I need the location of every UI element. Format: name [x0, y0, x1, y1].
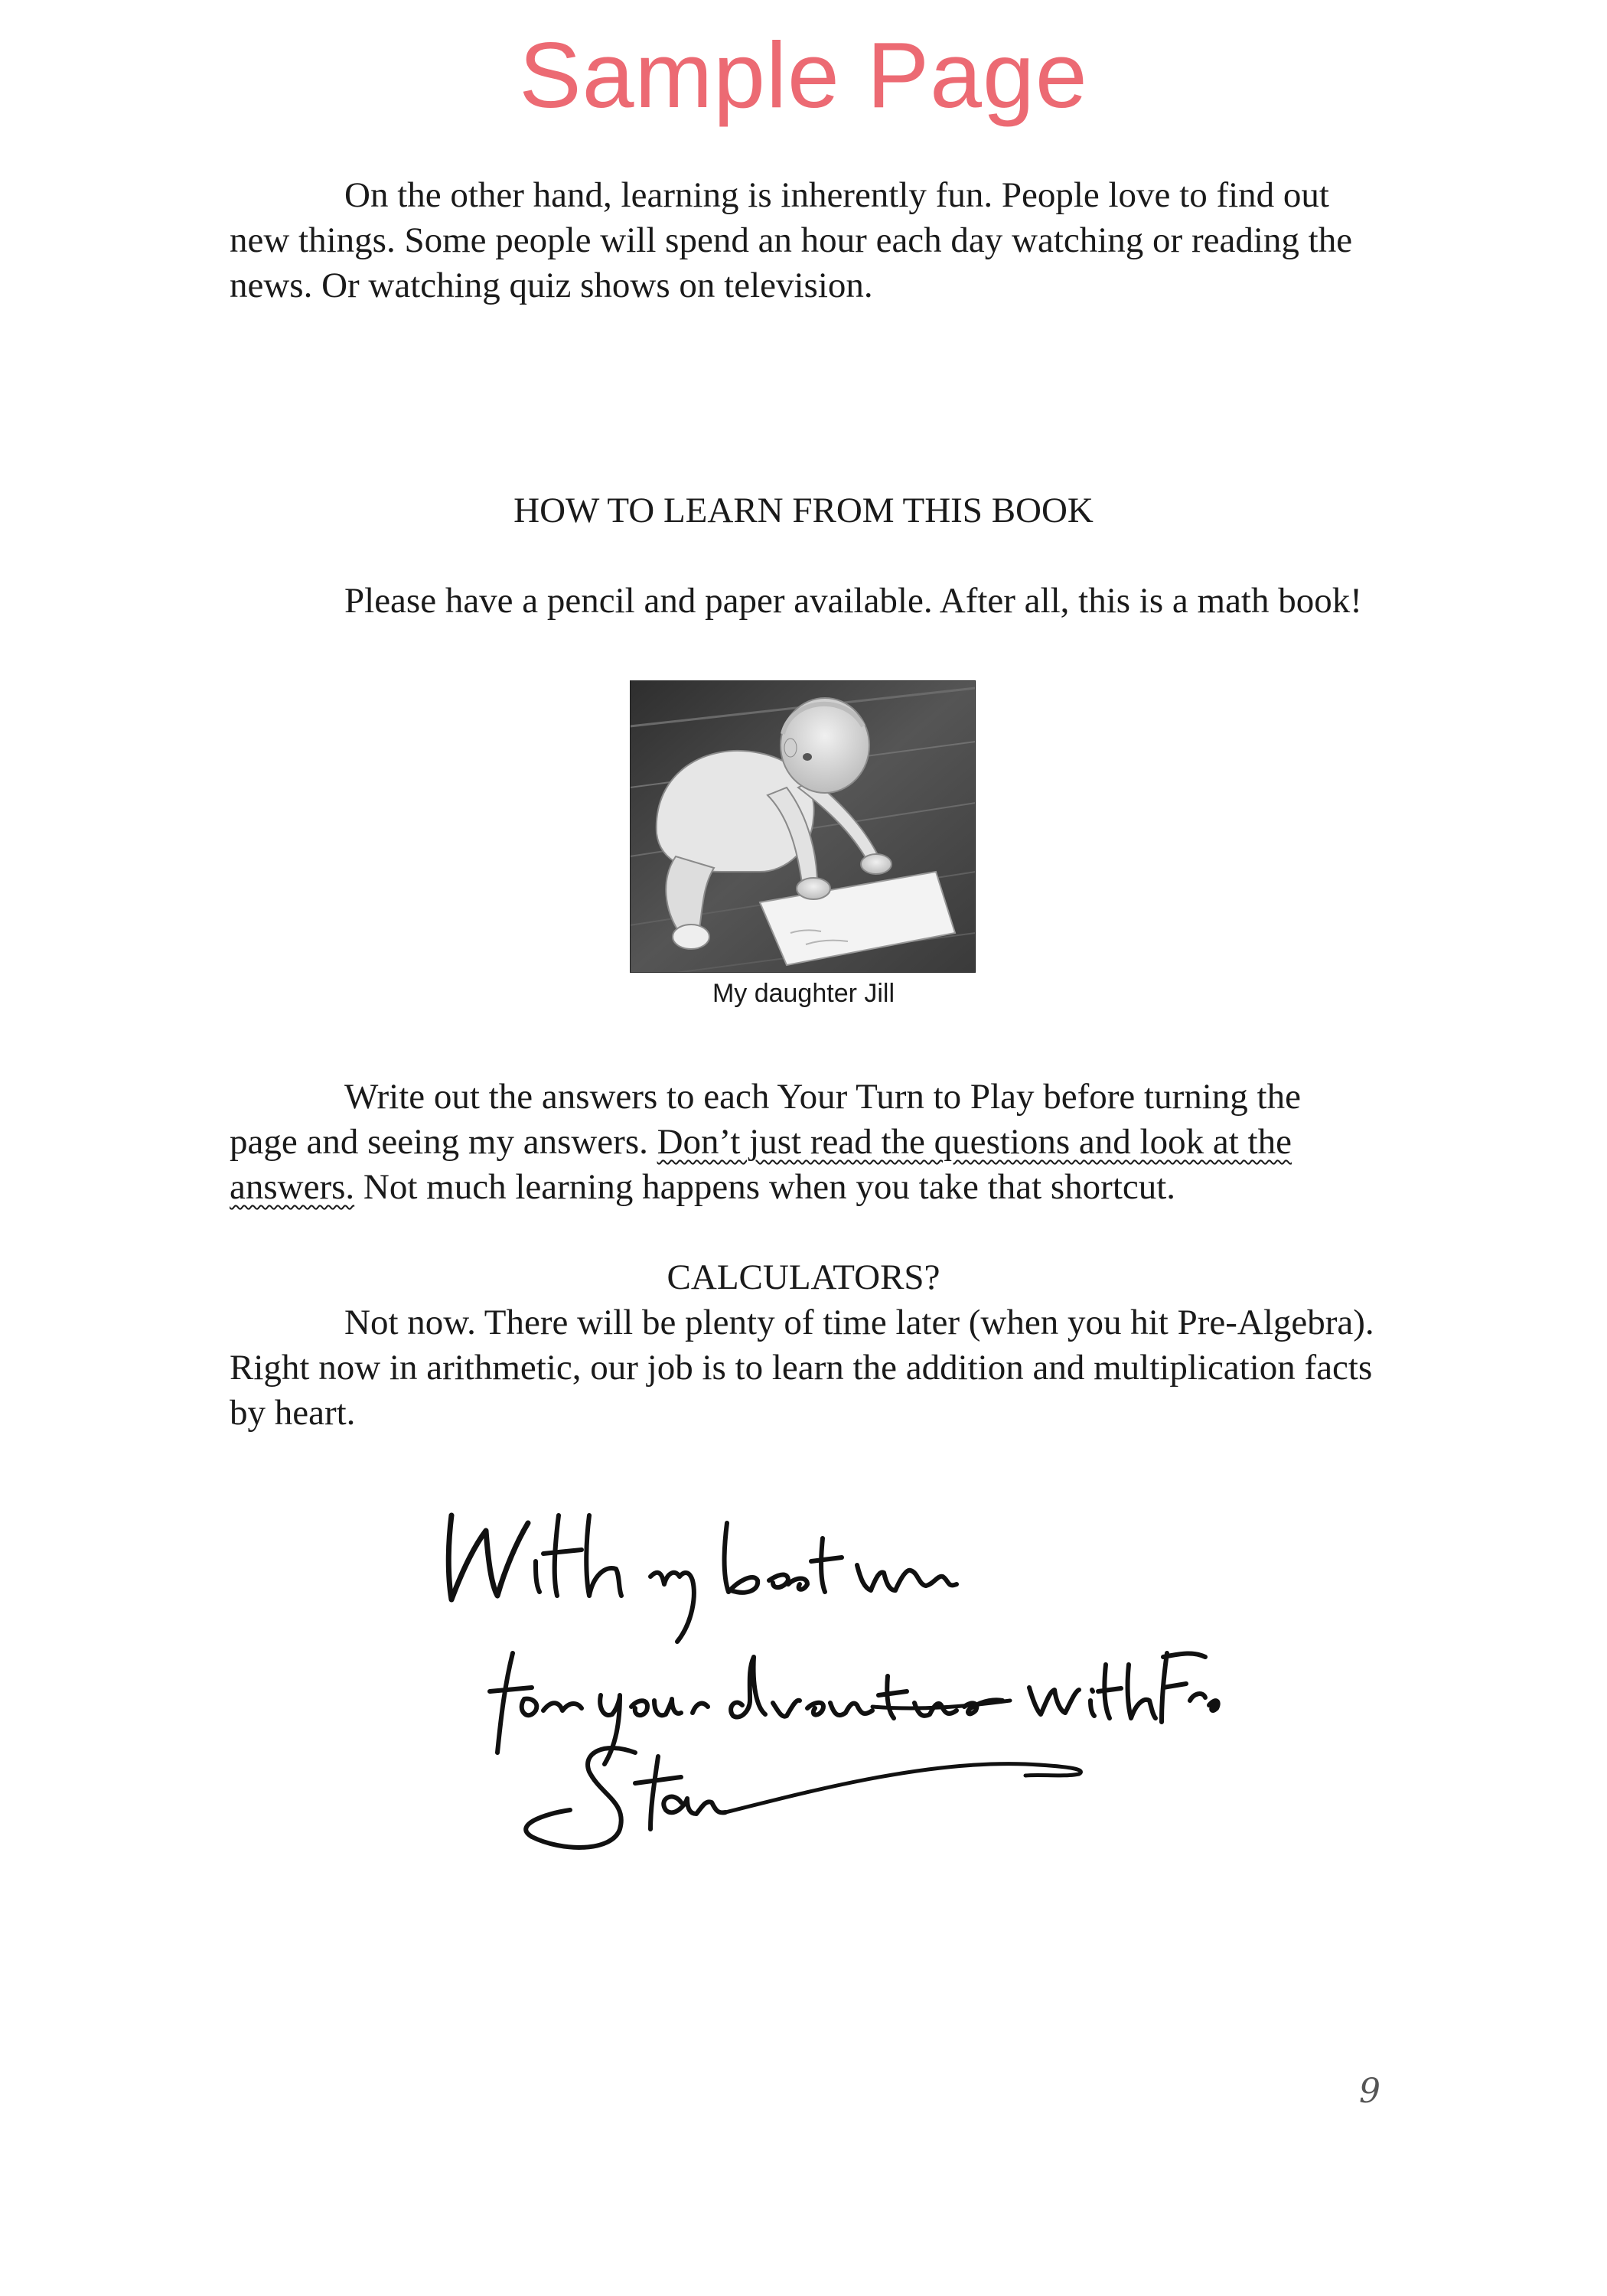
write-answers-text-end: Not much learning happens when you take that shortcut. — [354, 1167, 1176, 1207]
underlined-warning: Don’t just read the questions and look at the answers. — [230, 1122, 1292, 1207]
page-number: 9 — [1359, 2072, 1380, 2111]
baby-photo — [630, 680, 976, 973]
write-answers-text: Write out the answers to each Your Turn to Play before turning the page and seeing my answers. — [230, 1077, 1301, 1162]
intro-paragraph: On the other hand, learning is inherently fun. People love to find out new things. Some people will spend an hour each day watching or reading the news. Or watching quiz shows on television. — [230, 175, 1353, 305]
sample-page-watermark: Sample Page — [519, 23, 1088, 127]
photo-caption: My daughter Jill — [712, 979, 895, 1008]
handwritten-signature — [429, 1500, 1224, 1852]
calculators-heading: CALCULATORS? — [667, 1257, 940, 1297]
write-answers-paragraph — [230, 1075, 1377, 1210]
calculators-paragraph: Not now. There will be plenty of time later (when you hit Pre-Algebra). Right now in arithmetic, our job is to learn the addition and multiplication facts by heart. — [230, 1303, 1374, 1433]
how-to-learn-heading: HOW TO LEARN FROM THIS BOOK — [513, 491, 1094, 530]
pencil-paragraph: Please have a pencil and paper available. After all, this is a math book! — [344, 581, 1362, 621]
